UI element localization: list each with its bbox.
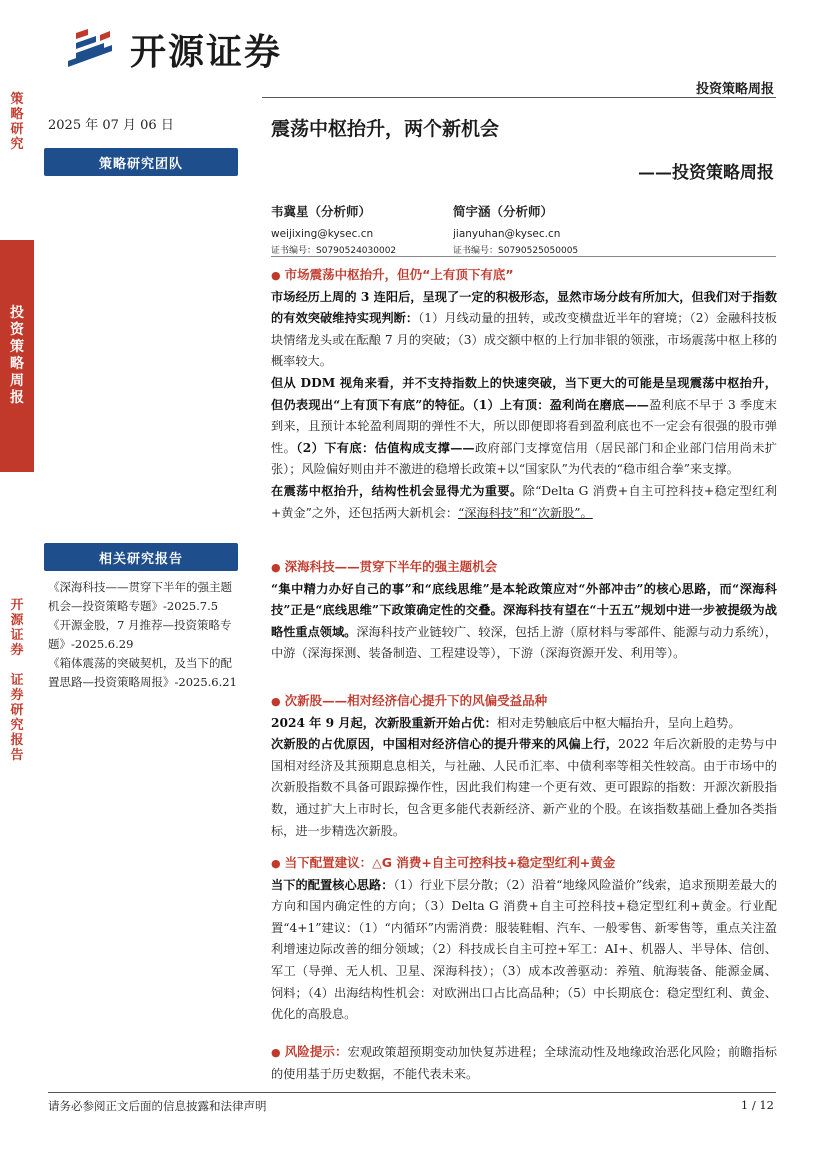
section-heading: 深海科技——贯穿下半年的强主题机会 [284,559,498,574]
logo-text: 开源证券 [130,31,283,73]
side-tab-char: 研 [10,703,24,718]
section-heading: 次新股——相对经济信心提升下的风偏受益品种 [284,693,548,708]
section-heading: 当下配置建议：△G 消费+自主可控科技+稳定型红利+黄金 [284,855,616,870]
section-heading: 风险提示： [284,1044,348,1059]
logo-mark-icon [66,27,124,71]
paragraph-text: 除“Delta G 消费+自主可控科技+稳定型红利+黄金”之外，还包括两大新机会： [271,483,778,520]
paragraph-text: （1）行业下层分散；（2）沿着“地缘风险溢价”线索，追求预期差最大的方向和国内确定性的方向；（3）Delta G 消费+自主可控科技+稳定型红利+黄金。行业配置“4+1”建议：（1）“内循环”内需消费：服装鞋帽、汽车、一般零售、新零售等，重点关注盈利增速边际改善的细分领域；（2）科技成长自主可控+军工：AI+、机器人、半导体、信创、军工（导弹、无人机、卫星、深海科技）；（3）成本改善驱动：养殖、航海装备、能源金属、饲料；（4）出海结构性机会：对欧洲出口占比高品种；（5）中长期底仓：稳定型红利、黄金、优化的高股息。 [271,877,777,1022]
analyst-email[interactable]: jianyuhan@kysec.cn [453,228,561,240]
analyst-cert: 证书编号：S0790524030002 [271,246,397,256]
side-tab-char: 券 [10,688,24,703]
analyst-divider [271,256,776,257]
side-tab-char: 投 [10,305,24,321]
side-tab-char: 策 [10,92,24,107]
side-tab-char: 周 [10,373,24,389]
side-tab-char: 略 [10,356,24,372]
paragraph-text: 宏观政策超预期变动加快复苏进程；全球流动性及地缘政治恶化风险；前瞻指标的使用基于历史数据，不能代表未来。 [271,1045,777,1081]
paragraph-bold: 当下的配置核心思路： [271,877,394,892]
paragraph-bold: 市场经历上周的 3 连阳后，呈现了一定的积极形态，显然市场分歧有所加大，但我们对于指数的有效突破维持实现判断： [271,289,777,326]
paragraph-text: 政府部门支撑宽信用（居民部门和企业部门信用尚未扩张）；风险偏好则由并不激进的稳增长政策+以“国家队”为代表的“稳市组合拳”来支撑。 [271,440,777,477]
paragraph-text: 2022 年后次新股的走势与中国相对经济及其预期息息相关，与社融、人民币汇率、中债利率等相关性较高。由于市场中的次新股指数不具备可跟踪操作性，因此我们构建一个更有效、更可跟踪的指数：开源次新股指数，通过扩大上市时长，包含更多能代表新经济、新产业的个股。在该指数基础上叠加各类指标，进一步精选次新股。 [271,737,778,838]
side-tab-strategy-research [0,92,34,152]
related-report-link[interactable]: 《开源金股，7 月推荐—投资策略专题》-2025.6.29 [48,618,232,651]
footer-divider [48,1092,776,1093]
analyst-email[interactable]: weijixing@kysec.cn [271,228,374,240]
side-tab-char: 源 [10,613,24,628]
paragraph-text: 盈利底不早于 3 季度末到来，且预计本轮盈利周期的弹性不大，所以即便即将看到盈利底也不一定会有很强的股市弹性。 [271,397,777,455]
related-report-link[interactable]: 《箱体震荡的突破契机，及当下的配置思路—投资策略周报》-2025.6.21 [48,656,237,689]
paragraph-text: 深海科技产业链较广、较深，包括上游（原材料与零部件、能源与动力系统），中游（深海探测、装备制造、工程建设等），下游（深海资源开发、利用等）。 [271,624,778,661]
side-tab-char: 略 [10,107,24,122]
side-tab-char [15,658,20,673]
analyst-card [271,202,396,256]
paragraph-underlined: “深海科技”和“次新股”。 [458,505,593,520]
section-heading: 市场震荡中枢抬升，但仍“上有顶下有底” [284,267,514,282]
related-reports-header: 相关研究报告 [44,543,238,571]
related-report-link[interactable]: 《深海科技——贯穿下半年的强主题机会—投资策略专题》-2025.7.5 [48,580,232,613]
report-title: 震荡中枢抬升，两个新机会 [271,118,500,140]
side-tab-char: 策 [10,339,24,355]
side-tab-char: 告 [10,748,24,763]
bullet-icon: ● [271,1046,281,1059]
header-divider [262,97,776,98]
section-deep-sea-tech [271,556,777,665]
report-date: 2025 年 07 月 06 日 [48,118,174,133]
team-header: 策略研究团队 [44,148,238,176]
side-tab-company-report [0,598,34,763]
analyst-cert: 证书编号：S0790525050005 [453,246,579,256]
bullet-icon: ● [271,857,281,870]
side-tab-char: 报 [10,390,24,406]
paragraph-bold: 次新股的占优原因，中国相对经济信心的提升带来的风偏上行， [271,737,619,752]
header-report-type: 投资策略周报 [695,82,774,97]
analyst-name: 简宇涵（分析师） [453,204,554,219]
side-tab-char: 证 [10,673,24,688]
company-logo [66,24,282,74]
section-risk [271,1041,777,1085]
paragraph-bold: （2）下有底：估值构成支撑—— [296,440,475,455]
paragraph-bold: “集中精力办好自己的事”和“底线思维”是本轮政策应对“外部冲击”的核心思路，而“深海科技”正是“底线思维”下政策确定性的交叠。深海科技有望在“十五五”规划中进一步被提级为战略性重点领域。 [271,581,777,639]
bullet-icon: ● [271,561,281,574]
related-reports-list [48,578,240,692]
side-tab-char: 券 [10,643,24,658]
paragraph-bold: 在震荡中枢抬升，结构性机会显得尤为重要。 [271,483,523,498]
paragraph-bold: 但从 DDM 视角来看，并不支持指数上的快速突破，当下更大的可能是呈现震荡中枢抬升，但仍表现出“上有顶下有底”的特征。（1）上有顶：盈利尚在磨底—— [271,375,777,412]
analyst-name: 韦冀星（分析师） [271,204,372,219]
side-tab-char: 资 [10,322,24,338]
side-tab-char: 究 [10,137,24,152]
side-tab-char: 报 [10,733,24,748]
report-subtitle: ——投资策略周报 [638,163,774,183]
section-market-view [271,264,777,524]
page-number: 1 / 12 [740,1098,774,1112]
side-tab-char: 究 [10,718,24,733]
analyst-card [453,202,578,256]
bullet-icon: ● [271,695,281,708]
section-sub-new-stocks [271,690,777,842]
side-tab-char: 研 [10,122,24,137]
side-tab-char: 开 [10,598,24,613]
footer-disclaimer: 请务必参阅正文后面的信息披露和法律声明 [48,1099,267,1113]
side-tab-weekly-report [0,240,34,472]
section-allocation [271,852,777,1026]
paragraph-text: （1）月线动量的扭转，或改变横盘近半年的窘境；（2）金融科技板块情绪龙头或在酝酿 7 月的突破；（3）成交额中枢的上行加非银的领涨，市场震荡中枢上移的概率较大。 [271,311,777,369]
paragraph-text: 相对走势触底后中枢大幅抬升，呈向上趋势。 [496,715,741,730]
bullet-icon: ● [271,269,281,282]
paragraph-bold: 2024 年 9 月起，次新股重新开始占优： [271,715,497,730]
side-tab-char: 证 [10,628,24,643]
